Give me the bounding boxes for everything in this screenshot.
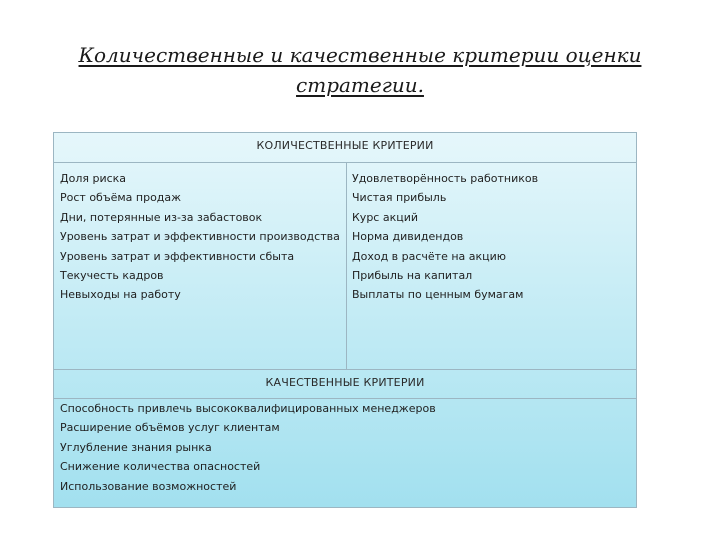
list-item: Расширение объёмов услуг клиентам [60, 421, 280, 435]
qualitative-criteria-header: КАЧЕСТВЕННЫЕ КРИТЕРИИ [54, 369, 636, 399]
criteria-table [53, 132, 637, 508]
list-item: Норма дивидендов [352, 230, 464, 244]
list-item: Рост объёма продаж [60, 191, 182, 205]
quantitative-left-column [54, 163, 347, 369]
list-item: Уровень затрат и эффективности сбыта [60, 249, 295, 263]
quantitative-criteria-header: КОЛИЧЕСТВЕННЫЕ КРИТЕРИИ [54, 133, 636, 163]
list-item: Прибыль на капитал [352, 269, 473, 283]
list-item: Доля риска [60, 172, 127, 185]
list-item: Текучесть кадров [60, 269, 164, 283]
page-title: Количественные и качественные критерии оценки стратегии. [78, 43, 642, 97]
list-item: Углубление знания рынка [60, 440, 212, 454]
list-item: Выплаты по ценным бумагам [352, 288, 524, 302]
list-item: Курс акций [352, 210, 419, 224]
list-item: Чистая прибыль [352, 191, 447, 205]
list-item: Дни, потерянные из-за забастовок [60, 210, 263, 224]
list-item: Снижение количества опасностей [60, 460, 261, 474]
list-item: Удовлетворённость работников [352, 172, 539, 185]
list-item: Уровень затрат и эффективности производства [60, 230, 340, 244]
quantitative-right-column [347, 163, 636, 369]
list-item: Способность привлечь высококвалифицированных менеджеров [60, 402, 436, 415]
list-item: Невыходы на работу [60, 288, 181, 302]
list-item: Доход в расчёте на акцию [352, 249, 507, 263]
qualitative-criteria-list [54, 399, 636, 496]
list-item: Использование возможностей [60, 479, 237, 493]
